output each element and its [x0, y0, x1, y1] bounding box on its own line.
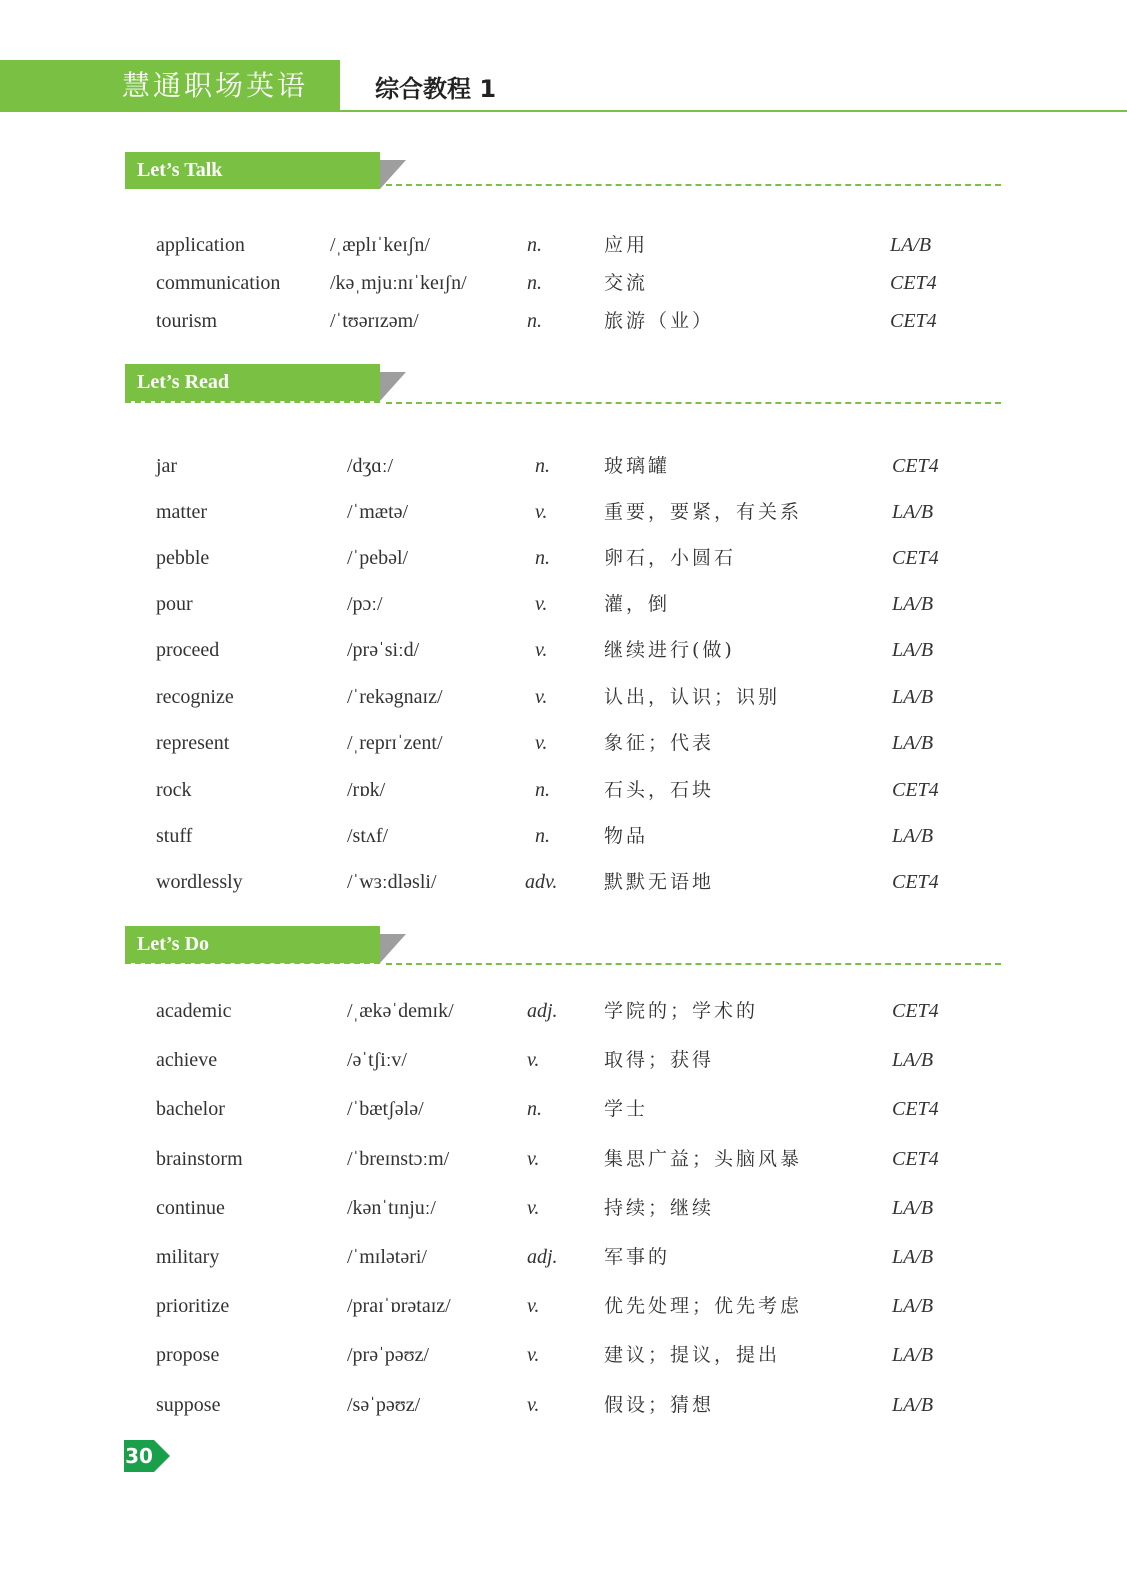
meaning: 石头，石块 [604, 779, 715, 801]
level: CET4 [890, 310, 937, 332]
word: communication [156, 272, 281, 294]
phonetic: /ˈbætʃələ/ [347, 1098, 424, 1120]
part-of-speech: n. [527, 234, 542, 256]
word: wordlessly [156, 871, 243, 893]
level: LA/B [892, 732, 934, 754]
part-of-speech: v. [527, 1197, 540, 1219]
word: jar [156, 455, 178, 477]
part-of-speech: adj. [527, 1246, 558, 1268]
book-title: 综合教程 1 [375, 75, 497, 103]
part-of-speech: v. [527, 1344, 540, 1366]
part-of-speech: v. [527, 1295, 540, 1317]
meaning: 物品 [604, 825, 649, 847]
word-row [0, 589, 1127, 619]
level: CET4 [892, 455, 939, 477]
word-row [0, 268, 1127, 298]
phonetic: /kənˈtɪnjuː/ [347, 1197, 436, 1219]
part-of-speech: n. [527, 1098, 542, 1120]
section-title-do: Let’s Do [125, 926, 380, 963]
part-of-speech: adv. [525, 871, 558, 893]
section-title-talk: Let’s Talk [125, 152, 380, 189]
part-of-speech: adj. [527, 1000, 558, 1022]
section-divider-left [125, 401, 380, 403]
meaning: 认出，认识；识别 [604, 686, 781, 708]
word-row [0, 1193, 1127, 1223]
level: LA/B [892, 1197, 934, 1219]
meaning: 持续；继续 [604, 1197, 715, 1219]
meaning: 灌，倒 [604, 593, 671, 615]
word-row [0, 1291, 1127, 1321]
level: LA/B [892, 1344, 934, 1366]
meaning: 建议；提议，提出 [604, 1344, 781, 1366]
word: propose [156, 1344, 220, 1366]
word: prioritize [156, 1295, 230, 1317]
level: LA/B [892, 639, 934, 661]
meaning: 学士 [604, 1098, 649, 1120]
level: CET4 [890, 272, 937, 294]
section-divider [386, 963, 1001, 965]
word-row [0, 635, 1127, 665]
level: LA/B [892, 1295, 934, 1317]
part-of-speech: n. [527, 310, 542, 332]
level: LA/B [890, 234, 932, 256]
word: rock [156, 779, 192, 801]
phonetic: /ˈrekəgnaɪz/ [347, 686, 443, 708]
phonetic: /ˈbreɪnstɔːm/ [347, 1148, 450, 1170]
part-of-speech: n. [535, 455, 550, 477]
phonetic: /pɔː/ [347, 593, 383, 615]
meaning: 军事的 [604, 1246, 671, 1268]
meaning: 重要，要紧，有关系 [604, 501, 803, 523]
level: CET4 [892, 547, 939, 569]
phonetic: /ˈmætə/ [347, 501, 409, 523]
level: LA/B [892, 1246, 934, 1268]
word: recognize [156, 686, 234, 708]
page-number-arrow [154, 1440, 170, 1472]
phonetic: /rɒk/ [347, 779, 386, 801]
part-of-speech: v. [535, 732, 548, 754]
meaning: 取得；获得 [604, 1049, 715, 1071]
phonetic: /prəˈpəʊz/ [347, 1344, 430, 1366]
phonetic: /prəˈsiːd/ [347, 639, 420, 661]
word: achieve [156, 1049, 218, 1071]
word-row [0, 543, 1127, 573]
meaning: 卵石，小圆石 [604, 547, 737, 569]
word: suppose [156, 1394, 221, 1416]
phonetic: /ˈwɜːdləsli/ [347, 871, 437, 893]
word: tourism [156, 310, 218, 332]
part-of-speech: v. [535, 686, 548, 708]
meaning: 继续进行(做) [604, 639, 735, 661]
meaning: 默默无语地 [604, 871, 715, 893]
phonetic: /ˌækəˈdemɪk/ [347, 1000, 454, 1022]
part-of-speech: n. [535, 779, 550, 801]
part-of-speech: n. [535, 547, 550, 569]
phonetic: /praɪˈɒrətaɪz/ [347, 1295, 451, 1317]
meaning: 集思广益；头脑风暴 [604, 1148, 803, 1170]
phonetic: /stʌf/ [347, 825, 389, 847]
word-row [0, 1340, 1127, 1370]
phonetic: /ˌreprɪˈzent/ [347, 732, 443, 754]
level: CET4 [892, 779, 939, 801]
word: brainstorm [156, 1148, 243, 1170]
series-title: 慧通职场英语 [122, 69, 309, 102]
level: LA/B [892, 686, 934, 708]
word: represent [156, 732, 230, 754]
word: proceed [156, 639, 220, 661]
word: pebble [156, 547, 210, 569]
level: LA/B [892, 593, 934, 615]
level: CET4 [892, 1000, 939, 1022]
level: LA/B [892, 501, 934, 523]
word-row [0, 497, 1127, 527]
word-row [0, 1390, 1127, 1420]
meaning: 象征；代表 [604, 732, 715, 754]
word-row [0, 682, 1127, 712]
level: LA/B [892, 1394, 934, 1416]
word: military [156, 1246, 220, 1268]
word: continue [156, 1197, 225, 1219]
word-row [0, 1144, 1127, 1174]
phonetic: /ˈmɪlətəri/ [347, 1246, 427, 1268]
word-row [0, 728, 1127, 758]
word: application [156, 234, 245, 256]
level: LA/B [892, 1049, 934, 1071]
phonetic: /ˌæplɪˈkeɪʃn/ [330, 234, 430, 256]
word-row [0, 821, 1127, 851]
word: bachelor [156, 1098, 225, 1120]
part-of-speech: v. [535, 501, 548, 523]
part-of-speech: v. [535, 593, 548, 615]
phonetic: /ˈpebəl/ [347, 547, 409, 569]
phonetic: /dʒɑː/ [347, 455, 394, 477]
section-title-read: Let’s Read [125, 364, 380, 401]
header-rule [340, 110, 1127, 112]
part-of-speech: n. [535, 825, 550, 847]
part-of-speech: v. [527, 1394, 540, 1416]
meaning: 优先处理；优先考虑 [604, 1295, 803, 1317]
meaning: 应用 [604, 234, 649, 256]
word-row [0, 775, 1127, 805]
meaning: 学院的；学术的 [604, 1000, 759, 1022]
phonetic: /ˈtʊərɪzəm/ [330, 310, 419, 332]
phonetic: /kəˌmjuːnɪˈkeɪʃn/ [330, 272, 467, 294]
word-row [0, 1242, 1127, 1272]
part-of-speech: v. [535, 639, 548, 661]
page-number: 30 [124, 1440, 154, 1472]
word: matter [156, 501, 208, 523]
level: CET4 [892, 1098, 939, 1120]
word: academic [156, 1000, 232, 1022]
word-row [0, 230, 1127, 260]
section-divider [386, 402, 1001, 404]
phonetic: /səˈpəʊz/ [347, 1394, 421, 1416]
meaning: 假设；猜想 [604, 1394, 715, 1416]
part-of-speech: v. [527, 1148, 540, 1170]
meaning: 玻璃罐 [604, 455, 671, 477]
phonetic: /əˈtʃiːv/ [347, 1049, 407, 1071]
section-divider-left [125, 962, 380, 964]
meaning: 交流 [604, 272, 649, 294]
word-row [0, 306, 1127, 336]
level: CET4 [892, 871, 939, 893]
meaning: 旅游（业） [604, 310, 715, 332]
word-row [0, 867, 1127, 897]
part-of-speech: v. [527, 1049, 540, 1071]
word-row [0, 1094, 1127, 1124]
part-of-speech: n. [527, 272, 542, 294]
level: CET4 [892, 1148, 939, 1170]
word-row [0, 996, 1127, 1026]
section-divider [386, 184, 1001, 186]
word: pour [156, 593, 193, 615]
word: stuff [156, 825, 193, 847]
word-row [0, 1045, 1127, 1075]
word-row [0, 451, 1127, 481]
level: LA/B [892, 825, 934, 847]
